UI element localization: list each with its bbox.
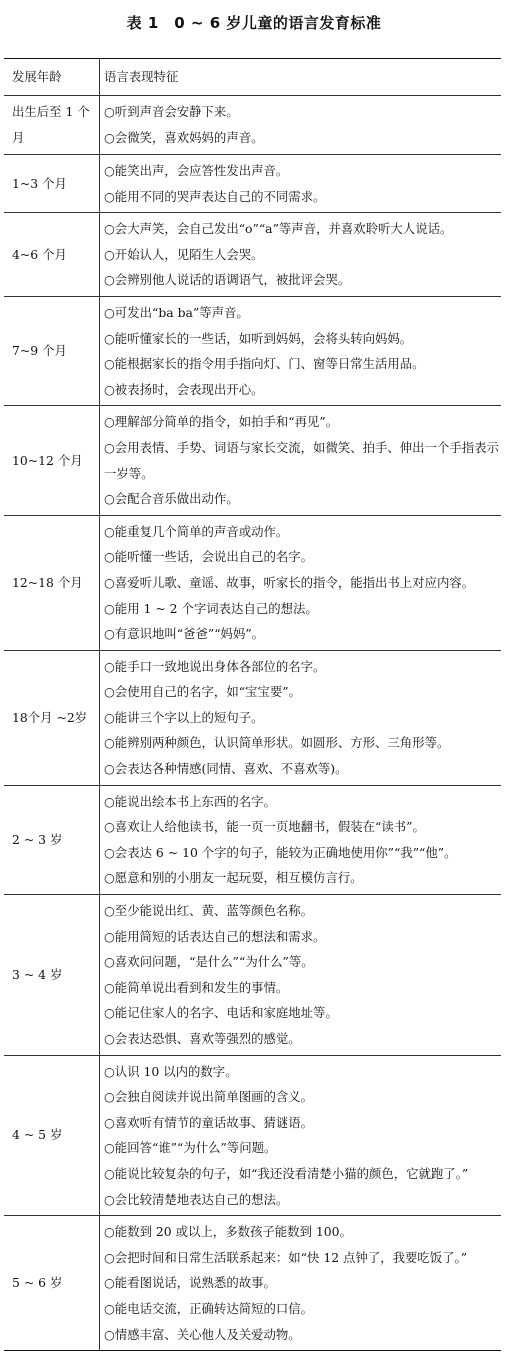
feature-item: ○能数到 20 或以上，多数孩子能数到 100。 bbox=[104, 1224, 352, 1240]
features-cell bbox=[100, 1216, 502, 1350]
feature-item: ○能辨别两种颜色，认识简单形状。如圆形、方形、三角形等。 bbox=[104, 735, 450, 751]
feature-item: ○会表达恐惧、喜欢等强烈的感觉。 bbox=[104, 1031, 301, 1046]
feature-item: ○会比较清楚地表达自己的想法。 bbox=[104, 1191, 289, 1207]
features-cell bbox=[100, 895, 502, 1056]
feature-item: ○能手口一致地说出身体各部位的名字。 bbox=[104, 658, 326, 674]
table-row bbox=[4, 515, 501, 650]
feature-item: ○能听懂一些话，会说出自己的名字。 bbox=[104, 549, 314, 565]
age-cell: 2 ~ 3 岁 bbox=[4, 785, 100, 894]
feature-item: ○能回答“谁”“为什么”等问题。 bbox=[104, 1140, 277, 1156]
column-header-age: 发展年龄 bbox=[4, 59, 100, 96]
feature-item: ○喜欢问问题，“是什么”“为什么”等。 bbox=[104, 954, 314, 970]
age-cell: 12~18 个月 bbox=[4, 515, 100, 650]
feature-item: ○会用表情、手势、词语与家长交流，如微笑、拍手、伸出一个手指表示一岁等。 bbox=[104, 439, 499, 481]
feature-item: ○会辨别他人说话的语调语气，被批评会哭。 bbox=[104, 272, 351, 288]
age-cell: 出生后至 1 个月 bbox=[4, 96, 100, 155]
table-row bbox=[4, 895, 501, 1056]
feature-item: ○会微笑，喜欢妈妈的声音。 bbox=[104, 130, 264, 145]
feature-item: ○会把时间和日常生活联系起来：如“快 12 点钟了，我要吃饭了。” bbox=[104, 1249, 468, 1265]
feature-item: ○能用 1 ~ 2 个字词表达自己的想法。 bbox=[104, 600, 318, 616]
feature-item: ○至少能说出红、黄、蓝等颜色名称。 bbox=[104, 903, 314, 919]
age-cell: 18个月 ~2岁 bbox=[4, 650, 100, 785]
feature-item: ○能简单说出看到和发生的事情。 bbox=[104, 979, 289, 995]
table-row bbox=[4, 155, 501, 213]
feature-item: ○能说比较复杂的句子，如“我还没看清楚小猫的颜色，它就跑了。” bbox=[104, 1165, 469, 1181]
age-cell: 5 ~ 6 岁 bbox=[4, 1216, 100, 1350]
table-row bbox=[4, 1055, 501, 1216]
table-row bbox=[4, 213, 501, 297]
feature-item: ○能用不同的哭声表达自己的不同需求。 bbox=[104, 188, 326, 204]
table-row bbox=[4, 650, 501, 785]
table-row bbox=[4, 96, 501, 155]
features-cell bbox=[100, 650, 502, 785]
feature-item: ○被表扬时，会表现出开心。 bbox=[104, 381, 264, 397]
age-cell: 1~3 个月 bbox=[4, 155, 100, 213]
table-row bbox=[4, 296, 501, 405]
features-cell bbox=[100, 1055, 502, 1216]
feature-item: ○能看图说话，说熟悉的故事。 bbox=[104, 1275, 276, 1291]
feature-item: ○能笑出声，会应答性发出声音。 bbox=[104, 163, 289, 178]
feature-item: ○会独自阅读并说出简单图画的含义。 bbox=[104, 1089, 314, 1105]
language-development-table bbox=[4, 58, 501, 1351]
features-cell bbox=[100, 155, 502, 213]
feature-item: ○能电话交流，正确转达简短的口信。 bbox=[104, 1300, 314, 1316]
feature-item: ○会配合音乐做出动作。 bbox=[104, 491, 239, 507]
age-cell: 7~9 个月 bbox=[4, 296, 100, 405]
age-cell: 4~6 个月 bbox=[4, 213, 100, 297]
feature-item: ○会使用自己的名字，如“宝宝要”。 bbox=[104, 684, 301, 700]
table-title: 表 1 0 ~ 6 岁儿童的语言发育标准 bbox=[126, 14, 382, 32]
feature-item: ○有意识地叫“爸爸”“妈妈”。 bbox=[104, 626, 265, 642]
features-cell bbox=[100, 785, 502, 894]
feature-item: ○听到声音会安静下来。 bbox=[104, 104, 239, 120]
feature-item: ○会表达 6 ~ 10 个字的句子，能较为正确地使用你”“我”“他”。 bbox=[104, 844, 457, 860]
table-row bbox=[4, 785, 501, 894]
feature-item: ○愿意和别的小朋友一起玩耍，相互模仿言行。 bbox=[104, 870, 363, 886]
age-cell: 10~12 个月 bbox=[4, 406, 100, 515]
table-header-row bbox=[4, 59, 501, 96]
features-cell bbox=[100, 515, 502, 650]
feature-item: ○能用简短的话表达自己的想法和需求。 bbox=[104, 928, 326, 944]
feature-item: ○能讲三个字以上的短句子。 bbox=[104, 709, 264, 725]
feature-item: ○理解部分简单的指令，如拍手和“再见”。 bbox=[104, 414, 339, 430]
feature-item: ○能说出绘本书上东西的名字。 bbox=[104, 793, 276, 809]
features-cell bbox=[100, 213, 502, 297]
table-row bbox=[4, 1216, 501, 1350]
feature-item: ○能记住家人的名字、电话和家庭地址等。 bbox=[104, 1005, 338, 1021]
feature-item: ○能根据家长的指令用手指向灯、门、窗等日常生活用品。 bbox=[104, 356, 425, 372]
feature-item: ○喜爱听儿歌、童谣、故事，听家长的指令，能指出书上对应内容。 bbox=[104, 574, 475, 590]
feature-item: ○认识 10 以内的数字。 bbox=[104, 1063, 238, 1079]
age-cell: 4 ~ 5 岁 bbox=[4, 1055, 100, 1216]
feature-item: ○开始认人，见陌生人会哭。 bbox=[104, 246, 264, 262]
features-cell bbox=[100, 296, 502, 405]
features-cell bbox=[100, 96, 502, 155]
table-row bbox=[4, 406, 501, 515]
feature-item: ○喜欢让人给他读书，能一页一页地翻书，假装在“读书”。 bbox=[104, 819, 425, 835]
feature-item: ○喜欢听有情节的童话故事、猜谜语。 bbox=[104, 1114, 314, 1130]
age-cell: 3 ~ 4 岁 bbox=[4, 895, 100, 1056]
column-header-features: 语言表现特征 bbox=[100, 59, 502, 96]
feature-item: ○可发出“ba ba”等声音。 bbox=[104, 304, 249, 320]
feature-item: ○能重复几个简单的声音或动作。 bbox=[104, 523, 289, 539]
features-cell bbox=[100, 406, 502, 515]
feature-item: ○能听懂家长的一些话，如听到妈妈，会将头转向妈妈。 bbox=[104, 330, 413, 346]
feature-item: ○会表达各种情感(同情、喜欢、不喜欢等)。 bbox=[104, 761, 348, 777]
feature-item: ○情感丰富、关心他人及关爱动物。 bbox=[104, 1326, 301, 1342]
feature-item: ○会大声笑，会自己发出“o”“a”等声音，并喜欢聆听大人说话。 bbox=[104, 221, 453, 237]
